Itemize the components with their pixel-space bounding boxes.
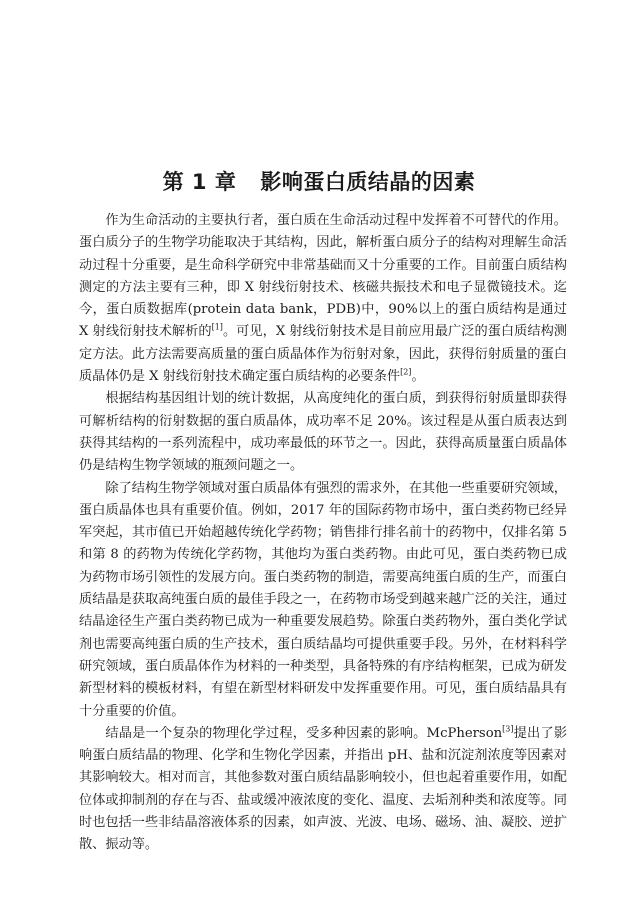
body-text	[79, 210, 567, 857]
citation-3: [3]	[502, 724, 514, 734]
chapter-title-text: 影响蛋白质结晶的因素	[260, 170, 476, 194]
paragraph-2: 根据结构基因组计划的统计数据，从高度纯化的蛋白质，到获得衍射质量即获得可解析结构的衍射数据的蛋白质晶体，成功率不足 20%。该过程是从蛋白质表达到获得其结构的一系列流程中，成功率最低的环节之一。因此，获得高质量蛋白质晶体仍是结构生物学领域的瓶颈问题之一。	[79, 391, 567, 474]
chapter-heading	[0, 168, 638, 196]
paragraph-4: 结晶是一个复杂的物理化学过程，受多种因素的影响。McPherson[3]提出了影响蛋白质结晶的物理、化学和生物化学因素，并指出 pH、盐和沉淀剂浓度等因素对其影响较大。相对而言，其他参数对蛋白质结晶影响较小，但也起着重要作用，如配位体或抑制剂的存在与否、盐或缓冲液浓度的变化、温度、去垢剂种类和浓度等。同时也包括一些非结晶溶液体系的因素，如声波、光波、电场、磁场、油、凝胶、逆扩散、振动等。	[79, 724, 568, 853]
citation-1: [1]	[211, 323, 223, 333]
paragraph-3: 除了结构生物学领域对蛋白质晶体有强烈的需求外，在其他一些重要研究领域，蛋白质晶体也具有重要价值。例如，2017 年的国际药物市场中，蛋白类药物已经异军突起，其市值已开始超越传统化学药物；销售排行排名前十的药物中，仅排名第 5 和第 8 的药物为传统化学药物，其他均为蛋白类药物。由此可见，蛋白类药物已成为药物市场引领性的发展方向。蛋白类药物的制造，需要高纯蛋白质的生产，而蛋白质结晶是获取高纯蛋白质的最佳手段之一，在药物市场受到越来越广泛的关注，通过结晶途径生产蛋白类药物已成为一种重要发展趋势。除蛋白类药物外，蛋白类化学试剂也需要高纯蛋白质的生产技术，蛋白质结晶均可提供重要手段。另外，在材料科学研究领域，蛋白质晶体作为材料的一种类型，具备特殊的有序结构框架，已成为研发新型材料的模板材料，有望在新型材料研发中发挥重要作用。可见，蛋白质结晶具有十分重要的价值。	[79, 480, 567, 719]
paragraph-1: 作为生命活动的主要执行者，蛋白质在生命活动过程中发挥着不可替代的作用。蛋白质分子的生物学功能取决于其结构，因此，解析蛋白质分子的结构对理解生命活动过程十分重要，是生命科学研究中非常基础而又十分重要的工作。目前蛋白质结构测定的方法主要有三种，即 X 射线衍射技术、核磁共振技术和电子显微镜技术。迄今，蛋白质数据库(protein data bank，PDB)中，90%以上的蛋白质结构是通过 X 射线衍射技术解析的[1]。可见，X 射线衍射技术是目前应用最广泛的蛋白质结构测定方法。此方法需要高质量的蛋白质晶体作为衍射对象，因此，获得衍射质量的蛋白质晶体仍是 X 射线衍射技术确定蛋白质结构的必要条件[2]。	[79, 213, 567, 385]
chapter-number: 第 1 章	[162, 170, 237, 194]
citation-2: [2]	[400, 367, 412, 377]
